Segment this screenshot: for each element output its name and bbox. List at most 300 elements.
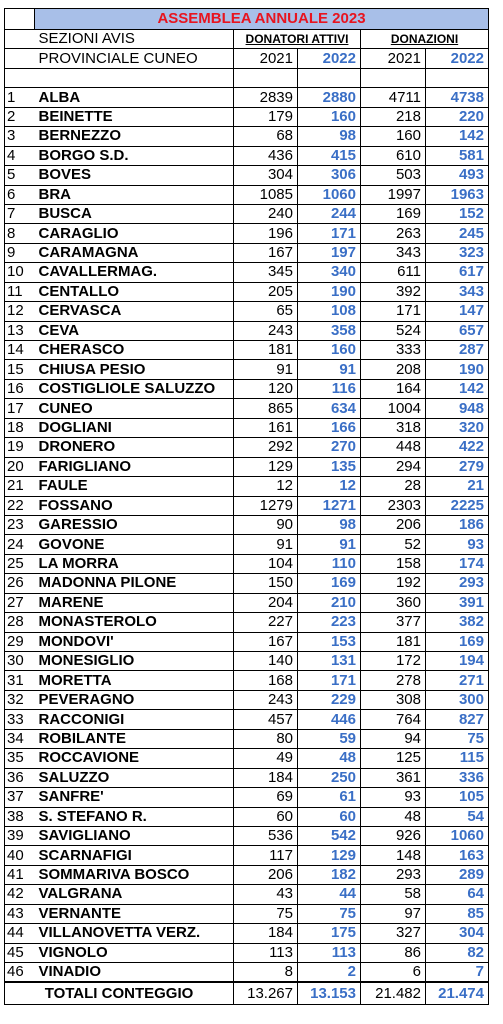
donazioni-2022: 279 bbox=[426, 457, 489, 476]
table-row bbox=[5, 457, 489, 476]
spacer-cell bbox=[35, 68, 234, 87]
donatori-2022: 110 bbox=[298, 554, 361, 573]
donazioni-2021: 308 bbox=[361, 690, 426, 709]
row-number: 36 bbox=[5, 768, 35, 787]
donatori-2022: 91 bbox=[298, 535, 361, 554]
row-number: 31 bbox=[5, 671, 35, 690]
table-row bbox=[5, 282, 489, 301]
table-row bbox=[5, 807, 489, 826]
donatori-2022: 340 bbox=[298, 263, 361, 282]
row-number: 45 bbox=[5, 943, 35, 962]
donazioni-2021: 318 bbox=[361, 418, 426, 437]
section-name: MONESIGLIO bbox=[35, 652, 234, 671]
donazioni-2021: 148 bbox=[361, 846, 426, 865]
donazioni-2022: 93 bbox=[426, 535, 489, 554]
table-row bbox=[5, 438, 489, 457]
donatori-2021: 536 bbox=[234, 826, 298, 845]
spacer-cell bbox=[5, 68, 35, 87]
row-number: 12 bbox=[5, 302, 35, 321]
donatori-2021: 243 bbox=[234, 321, 298, 340]
donatori-2022: 166 bbox=[298, 418, 361, 437]
donazioni-2022: 304 bbox=[426, 924, 489, 943]
row-number: 11 bbox=[5, 282, 35, 301]
donazioni-2021: 333 bbox=[361, 341, 426, 360]
donatori-2022: 2880 bbox=[298, 88, 361, 107]
spacer-row bbox=[5, 68, 489, 87]
donazioni-2021: 125 bbox=[361, 749, 426, 768]
donazioni-2021: 610 bbox=[361, 146, 426, 165]
donazioni-2021: 172 bbox=[361, 652, 426, 671]
section-name: PEVERAGNO bbox=[35, 690, 234, 709]
table-row bbox=[5, 399, 489, 418]
table-row bbox=[5, 360, 489, 379]
donazioni-2021: 192 bbox=[361, 574, 426, 593]
donatori-2022: 306 bbox=[298, 166, 361, 185]
row-number: 18 bbox=[5, 418, 35, 437]
row-number: 34 bbox=[5, 729, 35, 748]
section-name: BORGO S.D. bbox=[35, 146, 234, 165]
donazioni-2022: 105 bbox=[426, 788, 489, 807]
section-name: S. STEFANO R. bbox=[35, 807, 234, 826]
donazioni-2022: 142 bbox=[426, 379, 489, 398]
donazioni-2021: 263 bbox=[361, 224, 426, 243]
table-row bbox=[5, 729, 489, 748]
table-body bbox=[5, 88, 489, 983]
donatori-2022: 1271 bbox=[298, 496, 361, 515]
header-year-donatori-2021: 2021 bbox=[234, 49, 298, 68]
row-number: 15 bbox=[5, 360, 35, 379]
table-row bbox=[5, 865, 489, 884]
donatori-2021: 80 bbox=[234, 729, 298, 748]
donazioni-2021: 503 bbox=[361, 166, 426, 185]
row-number: 19 bbox=[5, 438, 35, 457]
row-number: 6 bbox=[5, 185, 35, 204]
donatori-2022: 169 bbox=[298, 574, 361, 593]
section-name: BOVES bbox=[35, 166, 234, 185]
donazioni-2022: 1963 bbox=[426, 185, 489, 204]
table-row bbox=[5, 924, 489, 943]
section-name: ALBA bbox=[35, 88, 234, 107]
donatori-2021: 68 bbox=[234, 127, 298, 146]
header-year-donazioni-2021: 2021 bbox=[361, 49, 426, 68]
row-number: 43 bbox=[5, 904, 35, 923]
table-row bbox=[5, 496, 489, 515]
donazioni-2022: 657 bbox=[426, 321, 489, 340]
section-name: SALUZZO bbox=[35, 768, 234, 787]
row-number: 35 bbox=[5, 749, 35, 768]
donazioni-2022: 64 bbox=[426, 885, 489, 904]
donatori-2022: 75 bbox=[298, 904, 361, 923]
section-name: MONASTEROLO bbox=[35, 613, 234, 632]
donazioni-2022: 194 bbox=[426, 652, 489, 671]
header-sezioni: SEZIONI AVIS bbox=[35, 30, 234, 49]
donazioni-2022: 581 bbox=[426, 146, 489, 165]
section-name: SOMMARIVA BOSCO bbox=[35, 865, 234, 884]
donazioni-2022: 115 bbox=[426, 749, 489, 768]
donazioni-2022: 323 bbox=[426, 243, 489, 262]
donatori-2021: 60 bbox=[234, 807, 298, 826]
row-number: 4 bbox=[5, 146, 35, 165]
header-blank bbox=[5, 30, 35, 49]
table-row bbox=[5, 341, 489, 360]
donazioni-2022: 827 bbox=[426, 710, 489, 729]
donatori-2022: 44 bbox=[298, 885, 361, 904]
donazioni-2021: 58 bbox=[361, 885, 426, 904]
donatori-2022: 197 bbox=[298, 243, 361, 262]
section-name: MADONNA PILONE bbox=[35, 574, 234, 593]
donazioni-2022: 82 bbox=[426, 943, 489, 962]
donatori-2022: 446 bbox=[298, 710, 361, 729]
donatori-2022: 129 bbox=[298, 846, 361, 865]
donazioni-2022: 54 bbox=[426, 807, 489, 826]
total-donatori-2022: 13.153 bbox=[298, 982, 361, 1005]
row-number: 2 bbox=[5, 107, 35, 126]
section-name: ROCCAVIONE bbox=[35, 749, 234, 768]
donatori-2022: 160 bbox=[298, 107, 361, 126]
donatori-2021: 168 bbox=[234, 671, 298, 690]
donatori-2021: 49 bbox=[234, 749, 298, 768]
donatori-2022: 153 bbox=[298, 632, 361, 651]
donazioni-2021: 52 bbox=[361, 535, 426, 554]
donatori-2022: 171 bbox=[298, 671, 361, 690]
section-name: FAULE bbox=[35, 477, 234, 496]
row-number: 16 bbox=[5, 379, 35, 398]
section-name: GARESSIO bbox=[35, 515, 234, 534]
donatori-2022: 634 bbox=[298, 399, 361, 418]
donatori-2022: 59 bbox=[298, 729, 361, 748]
section-name: MARENE bbox=[35, 593, 234, 612]
donatori-2022: 182 bbox=[298, 865, 361, 884]
table-row bbox=[5, 88, 489, 107]
donazioni-2021: 343 bbox=[361, 243, 426, 262]
donatori-2022: 2 bbox=[298, 963, 361, 983]
donatori-2021: 1279 bbox=[234, 496, 298, 515]
donazioni-2021: 160 bbox=[361, 127, 426, 146]
donazioni-2022: 300 bbox=[426, 690, 489, 709]
donazioni-2021: 208 bbox=[361, 360, 426, 379]
donazioni-2021: 524 bbox=[361, 321, 426, 340]
donatori-2022: 61 bbox=[298, 788, 361, 807]
table-row bbox=[5, 904, 489, 923]
donazioni-2021: 93 bbox=[361, 788, 426, 807]
row-number: 14 bbox=[5, 341, 35, 360]
donazioni-2021: 2303 bbox=[361, 496, 426, 515]
header-row-2 bbox=[5, 49, 489, 68]
row-number: 46 bbox=[5, 963, 35, 983]
donatori-2021: 90 bbox=[234, 515, 298, 534]
donazioni-2022: 391 bbox=[426, 593, 489, 612]
donazioni-2022: 2225 bbox=[426, 496, 489, 515]
donatori-2021: 179 bbox=[234, 107, 298, 126]
row-number: 7 bbox=[5, 204, 35, 223]
donatori-2021: 345 bbox=[234, 263, 298, 282]
section-name: VINADIO bbox=[35, 963, 234, 983]
row-number: 1 bbox=[5, 88, 35, 107]
donazioni-2022: 85 bbox=[426, 904, 489, 923]
table-row bbox=[5, 613, 489, 632]
row-number: 13 bbox=[5, 321, 35, 340]
table-row bbox=[5, 749, 489, 768]
donazioni-2021: 1997 bbox=[361, 185, 426, 204]
section-name: CARAMAGNA bbox=[35, 243, 234, 262]
donazioni-2021: 1004 bbox=[361, 399, 426, 418]
donatori-2021: 140 bbox=[234, 652, 298, 671]
donatori-2021: 91 bbox=[234, 535, 298, 554]
donatori-2021: 181 bbox=[234, 341, 298, 360]
donatori-2022: 415 bbox=[298, 146, 361, 165]
table-row bbox=[5, 127, 489, 146]
donazioni-2022: 142 bbox=[426, 127, 489, 146]
section-name: RACCONIGI bbox=[35, 710, 234, 729]
donazioni-2021: 48 bbox=[361, 807, 426, 826]
donatori-2021: 184 bbox=[234, 924, 298, 943]
donatori-2021: 117 bbox=[234, 846, 298, 865]
donatori-2021: 865 bbox=[234, 399, 298, 418]
table-row bbox=[5, 477, 489, 496]
donazioni-2022: 336 bbox=[426, 768, 489, 787]
section-name: CERVASCA bbox=[35, 302, 234, 321]
total-donazioni-2022: 21.474 bbox=[426, 982, 489, 1005]
donazioni-2022: 186 bbox=[426, 515, 489, 534]
donatori-2022: 98 bbox=[298, 515, 361, 534]
table-row bbox=[5, 671, 489, 690]
table-row bbox=[5, 379, 489, 398]
donatori-2022: 229 bbox=[298, 690, 361, 709]
row-number: 23 bbox=[5, 515, 35, 534]
section-name: CEVA bbox=[35, 321, 234, 340]
donazioni-2021: 158 bbox=[361, 554, 426, 573]
section-name: SAVIGLIANO bbox=[35, 826, 234, 845]
table-row bbox=[5, 263, 489, 282]
donazioni-2021: 926 bbox=[361, 826, 426, 845]
donatori-2022: 135 bbox=[298, 457, 361, 476]
donatori-2021: 243 bbox=[234, 690, 298, 709]
header-row-1 bbox=[5, 30, 489, 49]
donazioni-2021: 169 bbox=[361, 204, 426, 223]
donatori-2021: 120 bbox=[234, 379, 298, 398]
donazioni-2022: 493 bbox=[426, 166, 489, 185]
spacer-cell bbox=[234, 68, 298, 87]
row-number: 38 bbox=[5, 807, 35, 826]
donazioni-2022: 245 bbox=[426, 224, 489, 243]
section-name: CHERASCO bbox=[35, 341, 234, 360]
donatori-2021: 167 bbox=[234, 632, 298, 651]
table-title: ASSEMBLEA ANNUALE 2023 bbox=[35, 9, 489, 30]
donatori-2021: 240 bbox=[234, 204, 298, 223]
donazioni-2022: 382 bbox=[426, 613, 489, 632]
donatori-2021: 8 bbox=[234, 963, 298, 983]
donazioni-2021: 377 bbox=[361, 613, 426, 632]
donatori-2022: 542 bbox=[298, 826, 361, 845]
donazioni-2022: 287 bbox=[426, 341, 489, 360]
donazioni-2022: 75 bbox=[426, 729, 489, 748]
donatori-2021: 129 bbox=[234, 457, 298, 476]
donatori-2021: 1085 bbox=[234, 185, 298, 204]
donatori-2022: 223 bbox=[298, 613, 361, 632]
section-name: BEINETTE bbox=[35, 107, 234, 126]
donatori-2021: 436 bbox=[234, 146, 298, 165]
donazioni-2022: 147 bbox=[426, 302, 489, 321]
donazioni-2021: 4711 bbox=[361, 88, 426, 107]
totals-row bbox=[5, 982, 489, 1005]
donatori-2022: 190 bbox=[298, 282, 361, 301]
table-row bbox=[5, 321, 489, 340]
table-row bbox=[5, 768, 489, 787]
table-row bbox=[5, 107, 489, 126]
section-name: VERNANTE bbox=[35, 904, 234, 923]
donatori-2022: 91 bbox=[298, 360, 361, 379]
donazioni-2021: 97 bbox=[361, 904, 426, 923]
row-number: 17 bbox=[5, 399, 35, 418]
donazioni-2021: 86 bbox=[361, 943, 426, 962]
donatori-2022: 175 bbox=[298, 924, 361, 943]
donatori-2022: 116 bbox=[298, 379, 361, 398]
section-name: MONDOVI' bbox=[35, 632, 234, 651]
corner-cell bbox=[5, 9, 35, 30]
row-number: 25 bbox=[5, 554, 35, 573]
donazioni-2021: 218 bbox=[361, 107, 426, 126]
donatori-2021: 12 bbox=[234, 477, 298, 496]
section-name: MORETTA bbox=[35, 671, 234, 690]
section-name: BERNEZZO bbox=[35, 127, 234, 146]
table-row bbox=[5, 554, 489, 573]
table-row bbox=[5, 632, 489, 651]
row-number: 32 bbox=[5, 690, 35, 709]
section-name: CHIUSA PESIO bbox=[35, 360, 234, 379]
donatori-2022: 171 bbox=[298, 224, 361, 243]
table-row bbox=[5, 535, 489, 554]
table-row bbox=[5, 204, 489, 223]
row-number: 3 bbox=[5, 127, 35, 146]
section-name: CUNEO bbox=[35, 399, 234, 418]
table-row bbox=[5, 243, 489, 262]
donazioni-2021: 611 bbox=[361, 263, 426, 282]
donatori-2022: 108 bbox=[298, 302, 361, 321]
donatori-2021: 204 bbox=[234, 593, 298, 612]
donazioni-2022: 152 bbox=[426, 204, 489, 223]
donatori-2021: 457 bbox=[234, 710, 298, 729]
section-name: BRA bbox=[35, 185, 234, 204]
spacer-cell bbox=[298, 68, 361, 87]
row-number: 33 bbox=[5, 710, 35, 729]
donatori-2021: 104 bbox=[234, 554, 298, 573]
donatori-2021: 184 bbox=[234, 768, 298, 787]
row-number: 22 bbox=[5, 496, 35, 515]
donazioni-2022: 190 bbox=[426, 360, 489, 379]
donazioni-2021: 206 bbox=[361, 515, 426, 534]
spacer-cell bbox=[426, 68, 489, 87]
section-name: VILLANOVETTA VERZ. bbox=[35, 924, 234, 943]
donatori-2021: 43 bbox=[234, 885, 298, 904]
donazioni-2022: 289 bbox=[426, 865, 489, 884]
section-name: ROBILANTE bbox=[35, 729, 234, 748]
donazioni-2021: 278 bbox=[361, 671, 426, 690]
donazioni-2022: 1060 bbox=[426, 826, 489, 845]
donazioni-2022: 4738 bbox=[426, 88, 489, 107]
donatori-2021: 150 bbox=[234, 574, 298, 593]
header-donazioni: DONAZIONI bbox=[361, 30, 489, 49]
donatori-2022: 48 bbox=[298, 749, 361, 768]
donazioni-2021: 294 bbox=[361, 457, 426, 476]
section-name: SANFRE' bbox=[35, 788, 234, 807]
donazioni-2021: 94 bbox=[361, 729, 426, 748]
row-number: 30 bbox=[5, 652, 35, 671]
table-row bbox=[5, 224, 489, 243]
donazioni-2022: 293 bbox=[426, 574, 489, 593]
table-row bbox=[5, 652, 489, 671]
totals-label: TOTALI CONTEGGIO bbox=[5, 982, 234, 1005]
row-number: 37 bbox=[5, 788, 35, 807]
donazioni-2022: 271 bbox=[426, 671, 489, 690]
header-year-donazioni-2022: 2022 bbox=[426, 49, 489, 68]
donatori-2022: 113 bbox=[298, 943, 361, 962]
header-blank bbox=[5, 49, 35, 68]
donazioni-2021: 361 bbox=[361, 768, 426, 787]
header-provinciale: PROVINCIALE CUNEO bbox=[35, 49, 234, 68]
donazioni-2022: 320 bbox=[426, 418, 489, 437]
donatori-2022: 210 bbox=[298, 593, 361, 612]
table-row bbox=[5, 788, 489, 807]
donatori-2022: 358 bbox=[298, 321, 361, 340]
table-row bbox=[5, 846, 489, 865]
table-row bbox=[5, 418, 489, 437]
donatori-2022: 60 bbox=[298, 807, 361, 826]
donatori-2021: 304 bbox=[234, 166, 298, 185]
donazioni-2022: 948 bbox=[426, 399, 489, 418]
donatori-2022: 98 bbox=[298, 127, 361, 146]
donazioni-2022: 21 bbox=[426, 477, 489, 496]
section-name: CENTALLO bbox=[35, 282, 234, 301]
donatori-2021: 2839 bbox=[234, 88, 298, 107]
table-row bbox=[5, 885, 489, 904]
row-number: 21 bbox=[5, 477, 35, 496]
row-number: 28 bbox=[5, 613, 35, 632]
row-number: 27 bbox=[5, 593, 35, 612]
donazioni-2021: 181 bbox=[361, 632, 426, 651]
donazioni-2022: 174 bbox=[426, 554, 489, 573]
section-name: FARIGLIANO bbox=[35, 457, 234, 476]
section-name: SCARNAFIGI bbox=[35, 846, 234, 865]
donazioni-2021: 164 bbox=[361, 379, 426, 398]
donatori-2022: 160 bbox=[298, 341, 361, 360]
section-name: GOVONE bbox=[35, 535, 234, 554]
row-number: 24 bbox=[5, 535, 35, 554]
header-donatori-attivi: DONATORI ATTIVI bbox=[234, 30, 361, 49]
donatori-2022: 244 bbox=[298, 204, 361, 223]
donazioni-2021: 764 bbox=[361, 710, 426, 729]
donatori-2022: 270 bbox=[298, 438, 361, 457]
donazioni-2022: 617 bbox=[426, 263, 489, 282]
donazioni-2022: 169 bbox=[426, 632, 489, 651]
donazioni-2022: 220 bbox=[426, 107, 489, 126]
section-name: FOSSANO bbox=[35, 496, 234, 515]
donazioni-2021: 360 bbox=[361, 593, 426, 612]
row-number: 42 bbox=[5, 885, 35, 904]
donazioni-2022: 422 bbox=[426, 438, 489, 457]
donazioni-2021: 171 bbox=[361, 302, 426, 321]
donazioni-2022: 343 bbox=[426, 282, 489, 301]
donatori-2021: 206 bbox=[234, 865, 298, 884]
row-number: 40 bbox=[5, 846, 35, 865]
donatori-2021: 167 bbox=[234, 243, 298, 262]
donatori-2021: 69 bbox=[234, 788, 298, 807]
donatori-2022: 131 bbox=[298, 652, 361, 671]
table-row bbox=[5, 943, 489, 962]
total-donazioni-2021: 21.482 bbox=[361, 982, 426, 1005]
donazioni-2021: 392 bbox=[361, 282, 426, 301]
section-name: LA MORRA bbox=[35, 554, 234, 573]
total-donatori-2021: 13.267 bbox=[234, 982, 298, 1005]
